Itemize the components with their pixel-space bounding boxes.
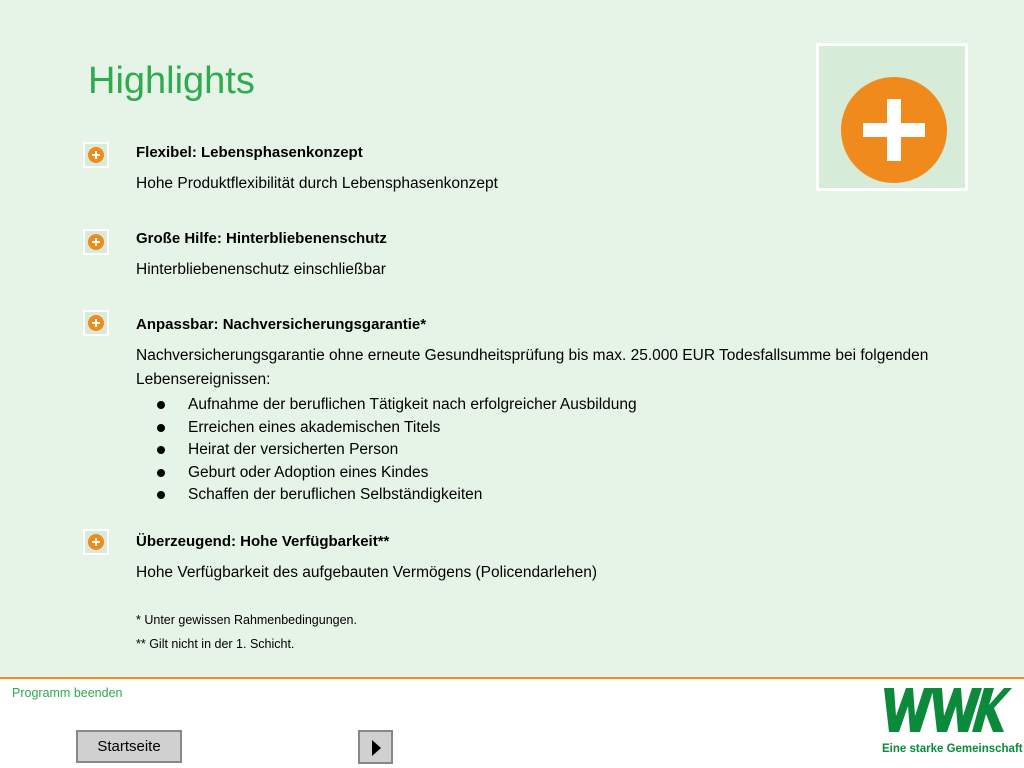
highlight-heading: Große Hilfe: Hinterbliebenenschutz (136, 230, 387, 247)
plus-bullet-icon (83, 529, 109, 555)
highlight-heading: Flexibel: Lebensphasenkonzept (136, 144, 363, 161)
logo-slogan: Eine starke Gemeinschaft (882, 743, 1023, 755)
bullet-dot-icon (157, 446, 165, 454)
footnote: ** Gilt nicht in der 1. Schicht. (136, 637, 295, 651)
highlight-heading: Anpassbar: Nachversicherungsgarantie* (136, 316, 427, 333)
plus-bullet-icon (83, 229, 109, 255)
plus-bullet-icon (83, 142, 109, 168)
list-item: Heirat der versicherten Person (136, 439, 956, 462)
start-page-button[interactable]: Startseite (76, 730, 182, 763)
bullet-dot-icon (157, 401, 165, 409)
play-right-icon (372, 740, 381, 756)
list-item: Geburt oder Adoption eines Kindes (136, 462, 956, 485)
page-title: Highlights (88, 60, 255, 102)
highlight-description: Nachversicherungsgarantie ohne erneute Gesundheitsprüfung bis max. 25.000 EUR Todesfallsumme bei folgenden Lebensereignissen: (136, 347, 929, 388)
bullet-dot-icon (157, 491, 165, 499)
highlight-description: Hohe Produktflexibilität durch Lebensphasenkonzept (136, 175, 498, 192)
highlight-heading: Überzeugend: Hohe Verfügbarkeit** (136, 533, 390, 550)
list-item: Schaffen der beruflichen Selbständigkeiten (136, 484, 956, 507)
highlight-item (136, 316, 956, 507)
bullet-dot-icon (157, 469, 165, 477)
next-button[interactable] (358, 730, 393, 764)
highlight-description: Hinterbliebenenschutz einschließbar (136, 261, 386, 278)
bullet-dot-icon (157, 424, 165, 432)
highlight-item (136, 533, 956, 585)
list-item: Erreichen eines akademischen Titels (136, 417, 956, 440)
highlight-item (136, 230, 956, 282)
list-item: Aufnahme der beruflichen Tätigkeit nach erfolgreicher Ausbildung (136, 394, 956, 417)
exit-program-link[interactable]: Programm beenden (12, 686, 123, 700)
life-events-list (136, 394, 956, 507)
footer-divider (0, 677, 1024, 679)
footnote: * Unter gewissen Rahmenbedingungen. (136, 613, 357, 627)
highlight-description: Hohe Verfügbarkeit des aufgebauten Vermögens (Policendarlehen) (136, 564, 598, 581)
highlight-item (136, 144, 956, 196)
plus-bullet-icon (83, 310, 109, 336)
